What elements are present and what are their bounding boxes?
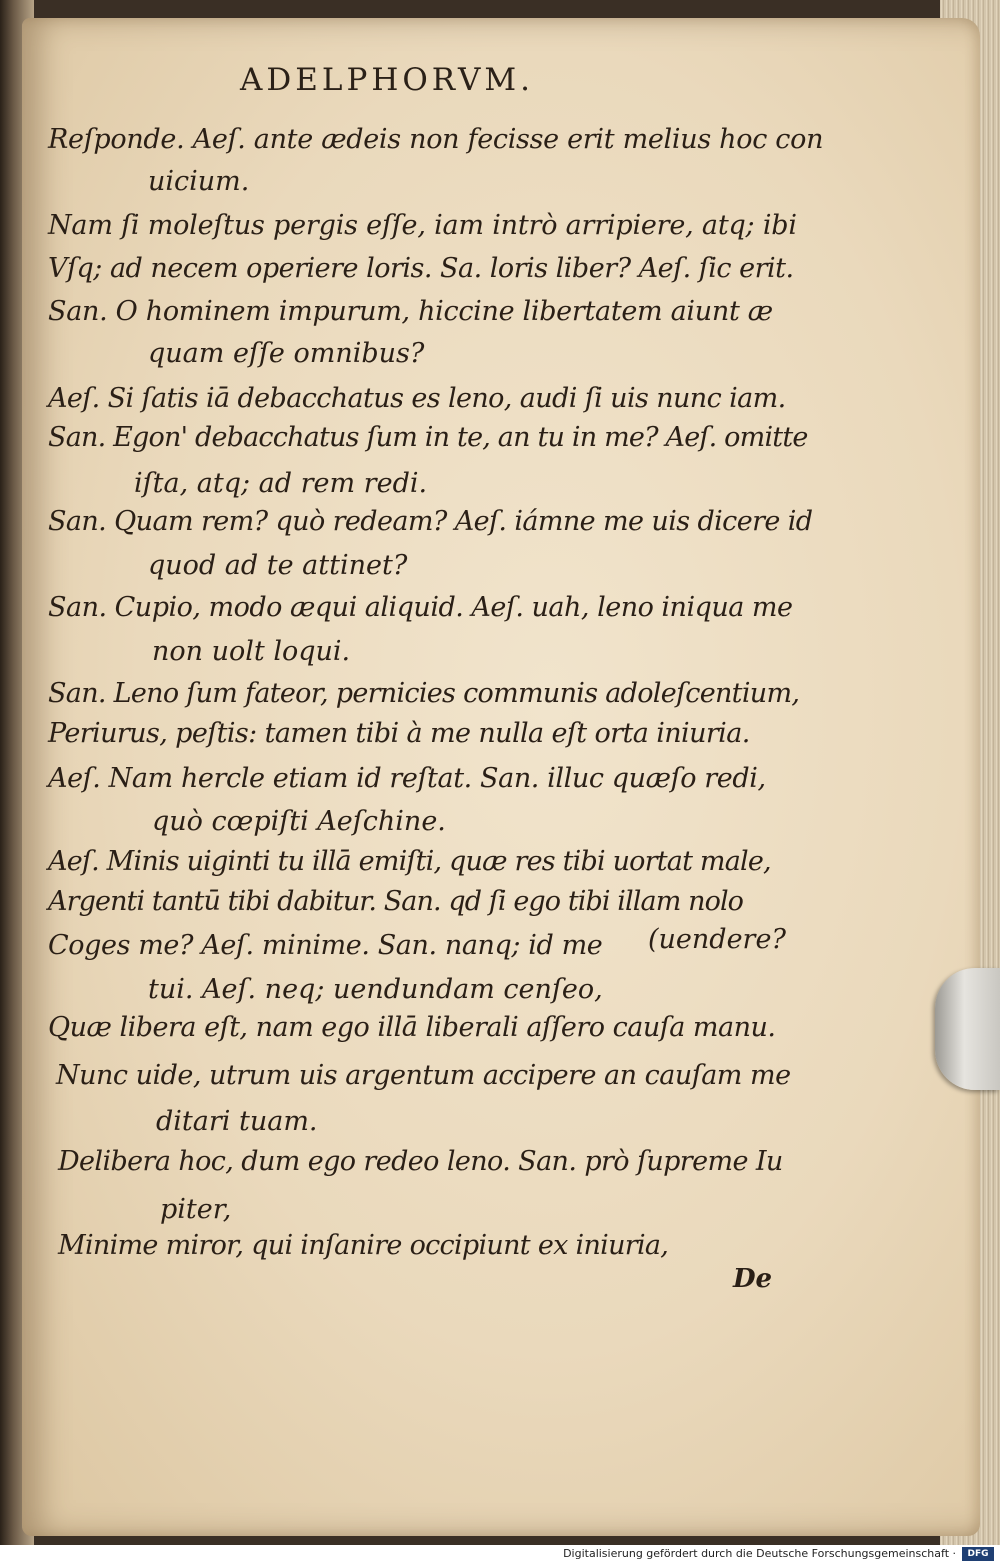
text-line: quam eſſe omnibus? xyxy=(148,338,425,369)
text-line: tui. Aeſ. neq; uendundam cenſeo, xyxy=(148,974,603,1005)
text-line: San. Egon' debacchatus ſum in te, an tu in me? Aeſ. omitte xyxy=(48,422,808,453)
text-line: San. Leno ſum fateor, pernicies communis adoleſcentium, xyxy=(48,678,800,709)
text-line: ditari tuam. xyxy=(156,1106,318,1137)
text-line: Vſq; ad necem operiere loris. Sa. loris liber? Aeſ. ſic erit. xyxy=(48,253,794,284)
text-line: uicium. xyxy=(148,166,250,197)
text-line: Periurus, peſtis: tamen tibi à me nulla eſt orta iniuria. xyxy=(48,718,750,749)
text-line: non uolt loqui. xyxy=(152,636,351,667)
text-line: Minime miror, qui inſanire occipiunt ex iniuria, xyxy=(58,1230,669,1261)
dfg-logo: DFG xyxy=(962,1547,994,1561)
text-line: Coges me? Aeſ. minime. San. nanq; id me xyxy=(48,930,603,961)
text-line: San. Quam rem? quò redeam? Aeſ. iámne me uis dicere id xyxy=(48,506,813,537)
text-line: iſta, atq; ad rem redi. xyxy=(134,468,428,499)
text-line: Delibera hoc, dum ego redeo leno. San. prò ſupreme Iu xyxy=(58,1146,783,1177)
text-line: piter, xyxy=(160,1194,232,1225)
text-line: Aeſ. Nam hercle etiam id reſtat. San. illuc quæſo redi, xyxy=(48,763,766,794)
text-line: San. O hominem impurum, hiccine libertatem aiunt æ xyxy=(48,296,773,327)
text-line: Reſponde. Aeſ. ante ædeis non fecisse erit melius hoc con xyxy=(48,124,824,155)
text-line: Nunc uide, utrum uis argentum accipere an cauſam me xyxy=(56,1060,791,1091)
text-line: Quæ libera eſt, nam ego illā liberali aſſero cauſa manu. xyxy=(48,1012,776,1043)
text-line: San. Cupio, modo æqui aliquid. Aeſ. uah, leno iniqua me xyxy=(48,592,793,623)
text-line: Aeſ. Minis uiginti tu illā emiſti, quæ res tibi uortat male, xyxy=(48,846,771,877)
text-line: quod ad te attinet? xyxy=(148,550,408,581)
catchword: De xyxy=(733,1264,773,1294)
text-line: Argenti tantū tibi dabitur. San. qd ſi ego tibi illam nolo xyxy=(48,886,744,917)
running-head: ADELPHORVM. xyxy=(240,62,534,98)
text-line: quò cœpiſti Aeſchine. xyxy=(152,806,446,837)
text-line: Aeſ. Si ſatis iā debacchatus es leno, audi ſi uis nunc iam. xyxy=(48,383,786,414)
text-line: (uendere? xyxy=(648,924,786,955)
footer-credit: Digitalisierung gefördert durch die Deutsche Forschungsgemeinschaft · xyxy=(563,1547,956,1560)
text-line: Nam ſi moleſtus pergis eſſe, iam intrò arripiere, atq; ibi xyxy=(48,210,797,241)
